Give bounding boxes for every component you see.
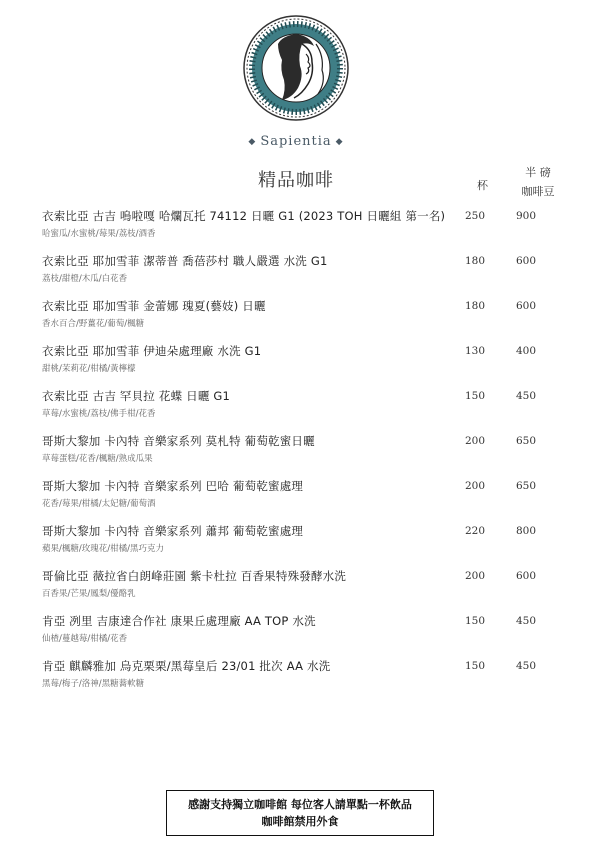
menu-item <box>42 208 582 244</box>
item-half-pound-price: 450 <box>516 615 537 627</box>
item-name: 哥倫比亞 薇拉省白朗峰莊園 紫卡杜拉 百香果特殊發酵水洗 <box>42 569 347 583</box>
menu-item <box>42 568 582 604</box>
item-name: 衣索比亞 古吉 嗚啦嘎 哈爛瓦托 74112 日曬 G1 (2023 TOH 日曬組 第一名) <box>42 209 446 223</box>
menu-item <box>42 478 582 514</box>
item-half-pound-price: 600 <box>516 300 537 312</box>
diamond-icon: ◆ <box>248 136 257 147</box>
menu-item <box>42 433 582 469</box>
item-half-pound-price: 600 <box>516 570 537 582</box>
section-title: 精品咖啡 <box>258 170 334 191</box>
item-name: 肯亞 麒麟雅加 烏克栗栗/黑莓皇后 23/01 批次 AA 水洗 <box>42 659 331 673</box>
item-cup-price: 130 <box>465 345 486 357</box>
item-notes: 草莓/水蜜桃/荔枝/佛手柑/花香 <box>42 409 156 419</box>
item-notes: 荔枝/甜橙/木瓜/白花香 <box>42 274 128 284</box>
notice-line-1: 感謝支持獨立咖啡館 每位客人請單點一杯飲品 <box>188 798 412 811</box>
column-header-half-pound <box>514 163 562 201</box>
item-notes: 仙楂/蔓越莓/柑橘/花香 <box>42 634 128 644</box>
item-cup-price: 180 <box>465 300 486 312</box>
item-notes: 哈蜜瓜/水蜜桃/莓果/荔枝/酒香 <box>42 229 156 239</box>
notice-line-2: 咖啡館禁用外食 <box>261 815 339 828</box>
item-name: 哥斯大黎加 卡內特 音樂家系列 蕭邦 葡萄乾蜜處理 <box>42 524 304 538</box>
item-cup-price: 180 <box>465 255 486 267</box>
item-notes: 蘋果/楓糖/玫瑰花/柑橘/黑巧克力 <box>42 544 164 554</box>
item-half-pound-price: 450 <box>516 660 537 672</box>
brand-label: Sapientia <box>260 134 332 149</box>
item-half-pound-price: 800 <box>516 525 537 537</box>
column-header-cup: 杯 <box>477 179 488 192</box>
item-name: 衣索比亞 耶加雪菲 潔蒂普 喬蓓莎村 職人嚴選 水洗 G1 <box>42 254 328 268</box>
item-half-pound-price: 450 <box>516 390 537 402</box>
column-header-half-line2: 咖啡豆 <box>521 185 555 198</box>
notice-box <box>166 790 434 836</box>
menu-item <box>42 253 582 289</box>
item-notes: 甜桃/茉莉花/柑橘/黃檸檬 <box>42 364 136 374</box>
logo <box>214 12 378 158</box>
item-half-pound-price: 650 <box>516 435 537 447</box>
item-name: 哥斯大黎加 卡內特 音樂家系列 巴哈 葡萄乾蜜處理 <box>42 479 304 493</box>
item-notes: 香水百合/野薑花/葡萄/楓糖 <box>42 319 145 329</box>
menu-item <box>42 298 582 334</box>
menu-item <box>42 388 582 424</box>
diamond-icon: ◆ <box>335 136 344 147</box>
item-notes: 草莓蛋糕/花香/楓糖/熟成瓜果 <box>42 454 153 464</box>
item-cup-price: 250 <box>465 210 486 222</box>
menu-item <box>42 343 582 379</box>
item-cup-price: 220 <box>465 525 486 537</box>
menu-item <box>42 658 582 694</box>
item-half-pound-price: 400 <box>516 345 537 357</box>
item-name: 哥斯大黎加 卡內特 音樂家系列 莫札特 葡萄乾蜜日曬 <box>42 434 315 448</box>
menu-item <box>42 613 582 649</box>
item-half-pound-price: 650 <box>516 480 537 492</box>
column-header-half-line1: 半 磅 <box>525 166 551 179</box>
item-cup-price: 200 <box>465 435 486 447</box>
item-half-pound-price: 900 <box>516 210 537 222</box>
item-notes: 花香/莓果/柑橘/太妃糖/葡萄酒 <box>42 499 156 509</box>
item-name: 衣索比亞 古吉 罕貝拉 花蝶 日曬 G1 <box>42 389 231 403</box>
brand-name <box>214 134 378 149</box>
item-cup-price: 150 <box>465 660 486 672</box>
item-cup-price: 150 <box>465 390 486 402</box>
item-notes: 黑莓/梅子/洛神/黑糖蕎軟糖 <box>42 679 145 689</box>
menu-item <box>42 523 582 559</box>
item-notes: 百香果/芒果/鳳梨/優酪乳 <box>42 589 136 599</box>
sapientia-emblem-icon <box>242 14 350 122</box>
item-cup-price: 150 <box>465 615 486 627</box>
item-name: 衣索比亞 耶加雪菲 金蕾娜 瑰夏(藝妓) 日曬 <box>42 299 266 313</box>
item-name: 肯亞 冽里 吉康達合作社 康果丘處理廠 AA TOP 水洗 <box>42 614 316 628</box>
item-cup-price: 200 <box>465 570 486 582</box>
item-half-pound-price: 600 <box>516 255 537 267</box>
item-cup-price: 200 <box>465 480 486 492</box>
item-name: 衣索比亞 耶加雪菲 伊迪朵處理廠 水洗 G1 <box>42 344 262 358</box>
